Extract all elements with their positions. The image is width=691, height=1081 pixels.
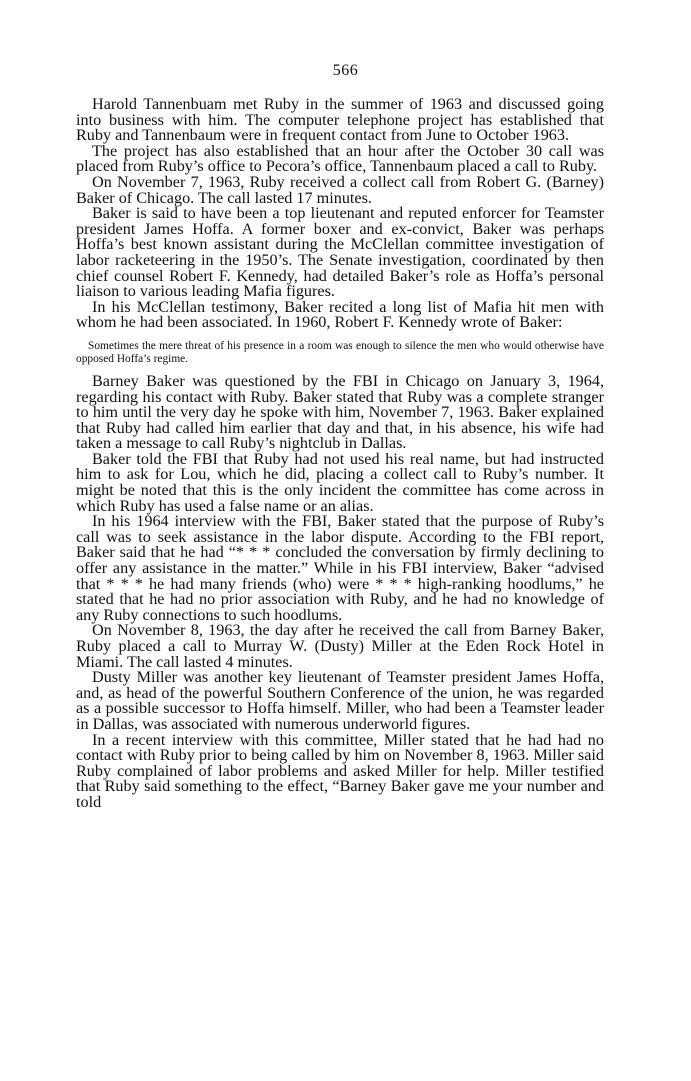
body-text [76,97,604,811]
paragraph-october-30-call: The project has also established that an hour after the October 30 call was placed from Ruby’s office to Pecora’s office, Tannenbaum placed a call to Ruby. [76,141,604,176]
paragraph-fbi-questioning: Barney Baker was questioned by the FBI in Chicago on January 3, 1964, regarding his contact with Ruby. Baker stated that Ruby was a complete stranger to him until the very day he spoke with him, November 7, 1963. Baker explained that Ruby had called him earlier that day and that, in his absence, his wife had taken a message to call Ruby’s nightclub in Dallas. [76,371,604,453]
paragraph-1964-interview: In his 1964 interview with the FBI, Baker stated that the purpose of Ruby’s call was to seek assistance in the labor dispute. According to the FBI report, Baker said that he had “* * * concluded the conversation by firmly declining to offer any assistance in the matter.” While in his FBI interview, Baker “advised that * * * he had many friends (who) were * * * high-ranking hoodlums,” he stated that he had no prior association with Ruby, and he had no knowledge of any Ruby connections to such hoodlums. [76,512,604,624]
paragraph-miller-interview: In a recent interview with this committee, Miller stated that he had had no contact with Ruby prior to being called by him on November 8, 1963. Miller said Ruby complained of labor problems and asked Miller for help. Miller testified that Ruby said something to the effect, “Barney Baker gave me your number and told [76,730,604,811]
paragraph-miller-call: On November 8, 1963, the day after he received the call from Barney Baker, Ruby placed a call to Murray W. (Dusty) Miller at the Eden Rock Hotel in Miami. The call lasted 4 minutes. [76,621,604,671]
paragraph-dusty-miller: Dusty Miller was another key lieutenant of Teamster president James Hoffa, and, as head of the powerful Southern Conference of the union, he was regarded as a possible successor to Hoffa himself. Miller, who had been a Teamster leader in Dallas, was associated with numerous underworld figures. [76,668,604,733]
paragraph-false-name: Baker told the FBI that Ruby had not used his real name, but had instructed him to ask for Lou, which he did, placing a collect call to Ruby’s number. It might be noted that this is the only incident the committee has come across in which Ruby has used a false name or an alias. [76,449,604,515]
paragraph-tannenbaum-meeting: Harold Tannenbuam met Ruby in the summer of 1963 and discussed going into business with him. The computer telephone project has established that Ruby and Tannenbaum were in frequent contact from June to October 1963. [76,95,604,145]
page-number: 566 [332,62,359,79]
block-quote: Sometimes the mere threat of his presence in a room was enough to silence the men who would otherwise have opposed Hoffa’s regime. [76,339,604,365]
paragraph-baker-background: Baker is said to have been a top lieutenant and reputed enforcer for Teamster president James Hoffa. A former boxer and ex-convict, Baker was perhaps Hoffa’s best known assistant during the McClellan committee investigation of labor racketeering in the 1950’s. The Senate investigation, coordinated by then chief counsel Robert F. Kennedy, had detailed Baker’s role as Hoffa’s personal liaison to various leading Mafia figures. [76,204,604,301]
paragraph-baker-collect-call: On November 7, 1963, Ruby received a collect call from Robert G. (Barney) Baker of Chicago. The call lasted 17 minutes. [76,172,604,207]
paragraph-mcclellan-testimony: In his McClellan testimony, Baker recited a long list of Mafia hit men with whom he had been associated. In 1960, Robert F. Kennedy wrote of Baker: [76,297,604,332]
